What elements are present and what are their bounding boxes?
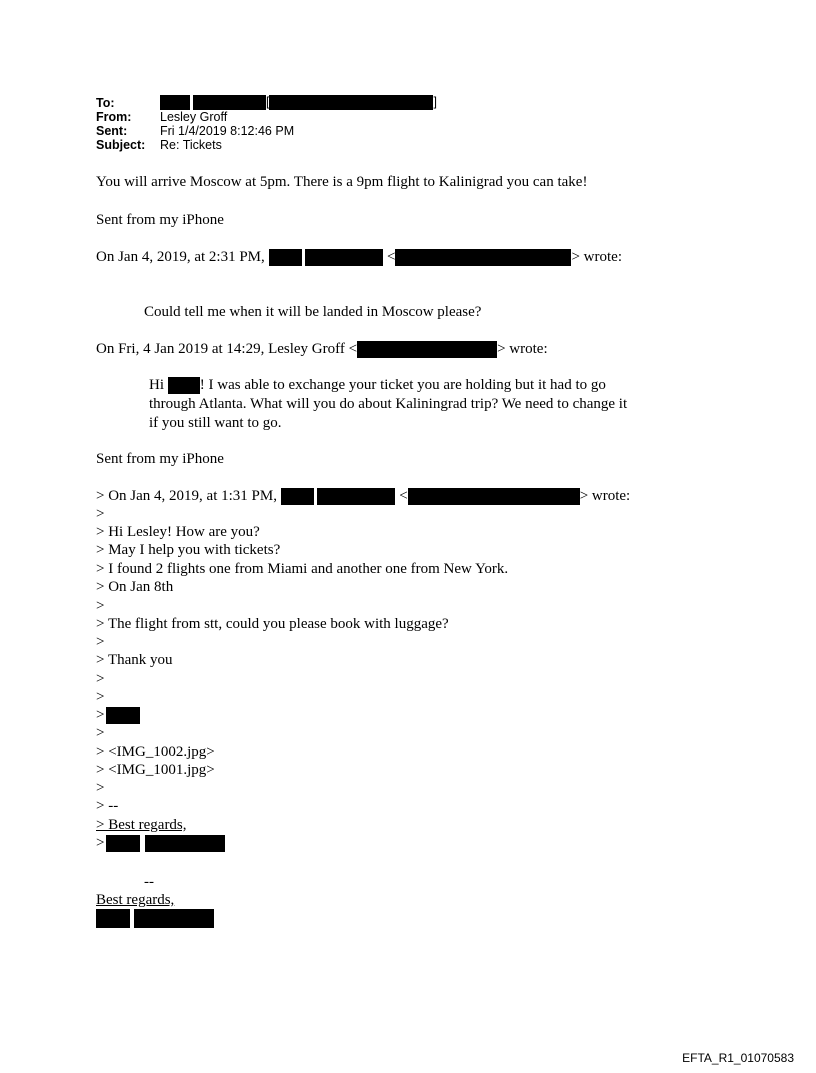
quoted-line: > On Jan 8th <box>96 579 174 595</box>
quote-header-text: On Jan 4, 2019, at 2:31 PM, <box>96 249 265 265</box>
quote-header-wrote: > wrote: <box>571 249 622 265</box>
sent-from-iphone: Sent from my iPhone <box>96 451 224 467</box>
quote-header-wrote: > wrote: <box>579 488 631 504</box>
quote-marker: > <box>96 707 105 723</box>
signature-regards: Best regards, <box>96 892 175 908</box>
quoted-line <box>96 834 225 852</box>
redaction-box <box>96 909 130 928</box>
from-value: Lesley Groff <box>160 110 228 124</box>
quoted-message-line: if you still want to go. <box>149 415 282 431</box>
redaction-box <box>395 249 571 266</box>
redaction-box <box>106 707 140 724</box>
redaction-box <box>269 95 433 110</box>
attachment-line: > <IMG_1002.jpg> <box>96 744 215 760</box>
quoted-line: > <box>96 780 105 796</box>
quoted-message-line: Could tell me when it will be landed in Moscow please? <box>144 304 482 320</box>
signature-dashes: -- <box>144 874 154 890</box>
greeting-text: Hi <box>149 377 164 393</box>
quoted-line: > Hi Lesley! How are you? <box>96 524 260 540</box>
quoted-text: ! I was able to exchange your ticket you are holding but it had to go <box>199 377 606 393</box>
to-open-bracket: [ <box>266 95 270 109</box>
quoted-line: > <box>96 689 105 705</box>
redaction-box <box>269 249 302 266</box>
redaction-box <box>281 488 314 505</box>
redaction-box <box>134 909 214 928</box>
quoted-message-line: through Atlanta. What will you do about Kaliningrad trip? We need to change it <box>149 396 628 412</box>
redaction-box <box>106 835 140 852</box>
quote-marker: > <box>96 835 105 851</box>
quote-header-lt: < <box>387 249 396 265</box>
redaction-box <box>317 488 395 505</box>
redaction-box <box>160 95 190 110</box>
quoted-line: > <box>96 671 105 687</box>
document-id: EFTA_R1_01070583 <box>682 1051 794 1065</box>
quoted-line: > <box>96 725 105 741</box>
subject-label: Subject: <box>96 138 146 152</box>
quoted-line: > Best regards, <box>96 817 187 833</box>
sent-label: Sent: <box>96 124 128 138</box>
quoted-line: > Thank you <box>96 652 173 668</box>
redaction-box <box>357 341 497 358</box>
quoted-line: > -- <box>96 798 119 814</box>
quoted-line: > I found 2 flights one from Miami and another one from New York. <box>96 561 509 577</box>
redaction-box <box>305 249 383 266</box>
redaction-box <box>168 377 200 394</box>
from-label: From: <box>96 110 132 124</box>
attachment-line: > <IMG_1001.jpg> <box>96 762 215 778</box>
sent-from-iphone: Sent from my iPhone <box>96 212 224 228</box>
quoted-line: > <box>96 598 105 614</box>
quoted-line: > The flight from stt, could you please book with luggage? <box>96 616 449 632</box>
redaction-box <box>145 835 225 852</box>
quote-header-text: On Fri, 4 Jan 2019 at 14:29, Lesley Groff < <box>96 341 358 357</box>
sent-value: Fri 1/4/2019 8:12:46 PM <box>160 124 295 138</box>
subject-value: Re: Tickets <box>160 138 222 152</box>
quote-header-wrote: > wrote: <box>497 341 548 357</box>
quoted-line: > <box>96 634 105 650</box>
quote-header <box>96 487 630 505</box>
quoted-message-line <box>149 376 606 394</box>
redaction-box <box>193 95 266 110</box>
quoted-line <box>96 706 140 724</box>
quoted-line: > May I help you with tickets? <box>96 542 281 558</box>
redaction-box <box>408 488 580 505</box>
to-close-bracket: ] <box>433 95 437 109</box>
quote-header <box>96 340 548 358</box>
to-label: To: <box>96 96 115 110</box>
quoted-line: > <box>96 506 105 522</box>
quote-header <box>96 248 622 266</box>
quote-header-lt: < <box>399 488 408 504</box>
quote-header-text: > On Jan 4, 2019, at 1:31 PM, <box>96 488 277 504</box>
signature-name <box>96 909 214 928</box>
to-value <box>160 95 437 110</box>
message-line: You will arrive Moscow at 5pm. There is a 9pm flight to Kalinigrad you can take! <box>96 174 588 190</box>
